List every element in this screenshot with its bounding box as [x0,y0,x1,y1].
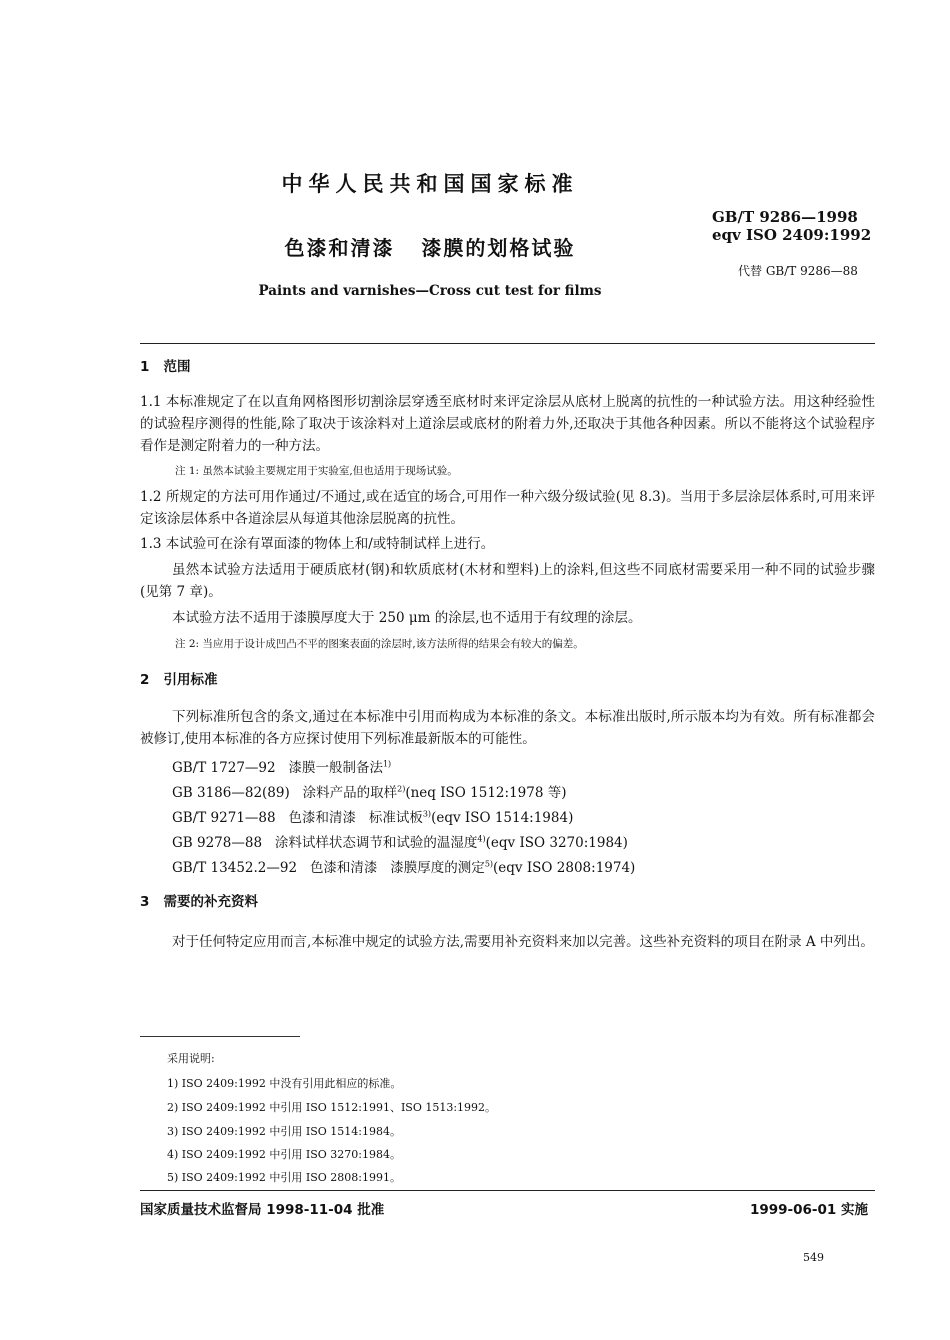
paragraph-1-1: 1.1 本标准规定了在以直角网格图形切割涂层穿透至底材时来评定涂层从底材上脱离的抗性的一种试验方法。用这种经验性的试验程序测得的性能,除了取决于该涂料对上道涂层或底材的附着力外,还取决于其他各种因素。所以不能将这个试验程序看作是测定附着力的一种方法。 [140,394,875,454]
section-2-heading: 2 引用标准 [140,672,218,688]
reference-code: GB/T 13452.2—92 [172,860,310,876]
paragraph-1-2: 1.2 所规定的方法可用作通过/不通过,或在适宜的场合,可用作一种六级分级试验(见 8.3)。当用于多层涂层体系时,可用来评定该涂层体系中各道涂层从每道其他涂层脱离的抗性。 [140,489,875,527]
footnote-item: 5) ISO 2409:1992 中引用 ISO 2808:1991。 [167,1171,401,1184]
footnote-item: 1) ISO 2409:1992 中没有引用此相应的标准。 [167,1077,402,1090]
reference-item [172,806,573,826]
title-english: Paints and varnishes—Cross cut test for films [258,283,602,299]
footnote-item: 3) ISO 2409:1992 中引用 ISO 1514:1984。 [167,1125,401,1138]
national-standard-heading: 中华人民共和国国家标准 [281,172,579,196]
reference-equivalence: (eqv ISO 3270:1984) [485,835,628,851]
approval-date: 国家质量技术监督局 1998-11-04 批准 [140,1202,385,1218]
reference-equivalence: (eqv ISO 1514:1984) [431,810,574,826]
reference-item [172,831,628,851]
paragraph-1-3: 1.3 本试验可在涂有罩面漆的物体上和/或特制试样上进行。 [140,536,495,552]
reference-footnote-mark: 5) [484,859,494,869]
reference-footnote-mark: 3) [422,809,432,819]
footnotes-title: 采用说明: [167,1052,215,1065]
section-1-heading: 1 范围 [140,359,191,375]
reference-footnote-mark: 2) [397,784,406,794]
equivalence-code: eqv ISO 2409:1992 [712,226,872,244]
reference-item [172,781,567,801]
note-2: 注 2: 当应用于设计成凹凸不平的图案表面的涂层时,该方法所得的结果会有较大的偏差。 [175,638,584,650]
reference-code: GB 9278—88 [172,835,275,851]
reference-code: GB 3186—82(89) [172,785,303,801]
reference-title: 涂料产品的取样 [302,785,398,801]
reference-title: 色漆和清漆 标准试板 [288,810,423,826]
reference-code: GB/T 9271—88 [172,810,289,826]
implementation-date: 1999-06-01 实施 [749,1202,868,1218]
reference-footnote-mark: 1) [382,759,392,769]
section-3-heading: 3 需要的补充资料 [140,894,258,910]
reference-footnote-mark: 4) [477,834,486,844]
section-3-text: 对于任何特定应用而言,本标准中规定的试验方法,需要用补充资料来加以完善。这些补充资料的项目在附录 A 中列出。 [172,934,874,950]
standard-code: GB/T 9286—1998 [712,208,858,226]
reference-item [172,756,391,776]
paragraph-1-3-thickness: 本试验方法不适用于漆膜厚度大于 250 μm 的涂层,也不适用于有纹理的涂层。 [172,610,642,626]
header-divider [140,343,875,344]
page-number: 549 [803,1251,824,1264]
reference-equivalence: (eqv ISO 2808:1974) [493,860,636,876]
footer-divider [140,1190,875,1191]
title-chinese: 色漆和清漆 漆膜的划格试验 [284,236,576,260]
section-2-intro: 下列标准所包含的条文,通过在本标准中引用而构成为本标准的条文。本标准出版时,所示版本均为有效。所有标准都会被修订,使用本标准的各方应探讨使用下列标准最新版本的可能性。 [140,709,875,747]
paragraph-1-3-substrates: 虽然本试验方法适用于硬质底材(钢)和软质底材(木材和塑料)上的涂料,但这些不同底材需要采用一种不同的试验步骤(见第 7 章)。 [140,562,875,600]
footnote-item: 4) ISO 2409:1992 中引用 ISO 3270:1984。 [167,1148,401,1161]
reference-title: 涂料试样状态调节和试验的温湿度 [274,835,478,851]
footnote-item: 2) ISO 2409:1992 中引用 ISO 1512:1991、ISO 1513:1992。 [167,1101,497,1114]
replaces-note: 代替 GB/T 9286—88 [738,264,858,278]
note-1: 注 1: 虽然本试验主要规定用于实验室,但也适用于现场试验。 [175,465,458,477]
reference-code: GB/T 1727—92 [172,760,289,776]
reference-title: 漆膜一般制备法 [288,760,383,776]
reference-equivalence: (neq ISO 1512:1978 等) [405,785,567,801]
footnote-divider [140,1036,300,1037]
reference-item [172,856,635,876]
reference-title: 色漆和清漆 漆膜厚度的测定 [309,860,485,876]
